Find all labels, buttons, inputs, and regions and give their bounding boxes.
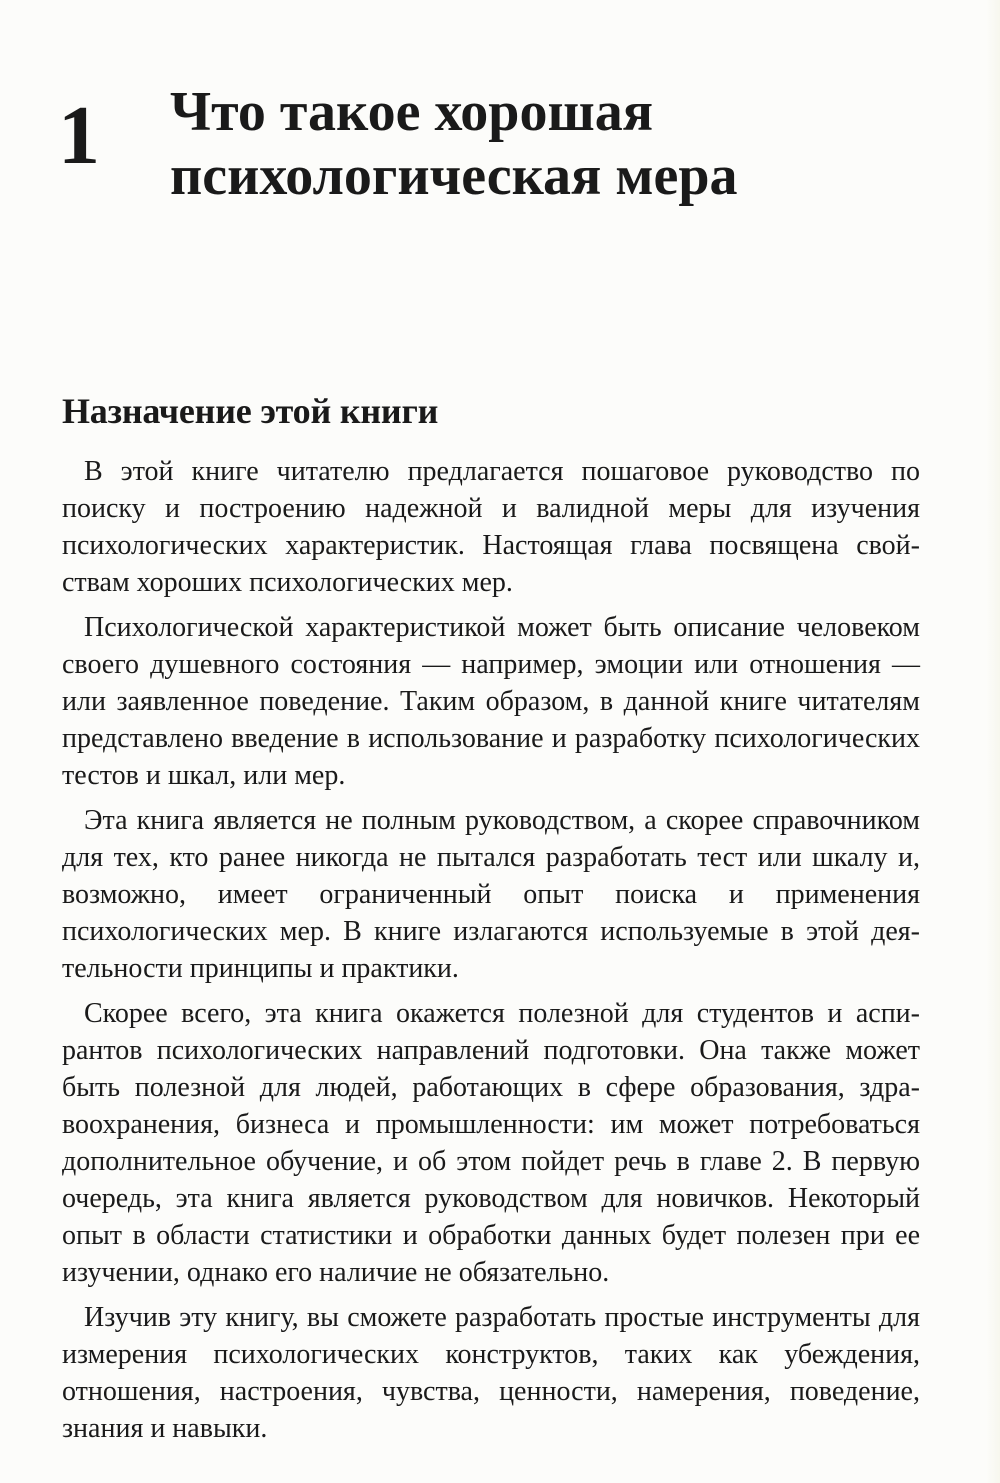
body-text <box>62 453 920 1455</box>
paragraph-1: В этой книге читателю предлагается пошаговое руководство по поиску и построению надежной и валидной меры для изучения психологических характеристик. Настоящая глава посвящена свойствам хороших психологических мер. <box>62 456 920 598</box>
page-edge <box>986 0 1000 1483</box>
chapter-title: Что такое хорошая психологическая мера <box>170 81 738 207</box>
paragraph-2: Психологической характеристикой может быть описание человеком своего душевного состояния — например, эмоции или отношения — или заявленное поведение. Таким образом, в данной книге читателям представлено введение в использование и разработку психологических тестов и шкал, или мер. <box>62 612 920 791</box>
paragraph-3: Эта книга является не полным руководством, а скорее справочником для тех, кто ранее никогда не пытался разработать тест или шкалу и, возможно, имеет ограниченный опыт поиска и применения психологических мер. В книге излагаются используемые в этой деятельности принципы и практики. <box>62 805 920 984</box>
chapter-number: 1 <box>58 89 98 182</box>
section-heading: Назначение этой книги <box>62 391 439 431</box>
paragraph-4: Скорее всего, эта книга окажется полезной для студентов и аспирантов психологических направлений подготовки. Она также может быть полезной для людей, работающих в сфере образования, здравоохранения, бизнеса и промышленности: им может потребоваться дополнительное обучение, и об этом пойдет речь в главе 2. В первую очередь, эта книга является руководством для новичков. Некоторый опыт в области статистики и обработки данных будет полезен при ее изучении, однако его наличие не обязательно. <box>62 998 920 1288</box>
chapter-header <box>58 80 850 208</box>
paragraph-5: Изучив эту книгу, вы сможете разработать простые инструменты для измерения психологических конструктов, таких как убеждения, отношения, настроения, чувства, ценности, намерения, поведение, знания и навыки. <box>62 1302 920 1444</box>
